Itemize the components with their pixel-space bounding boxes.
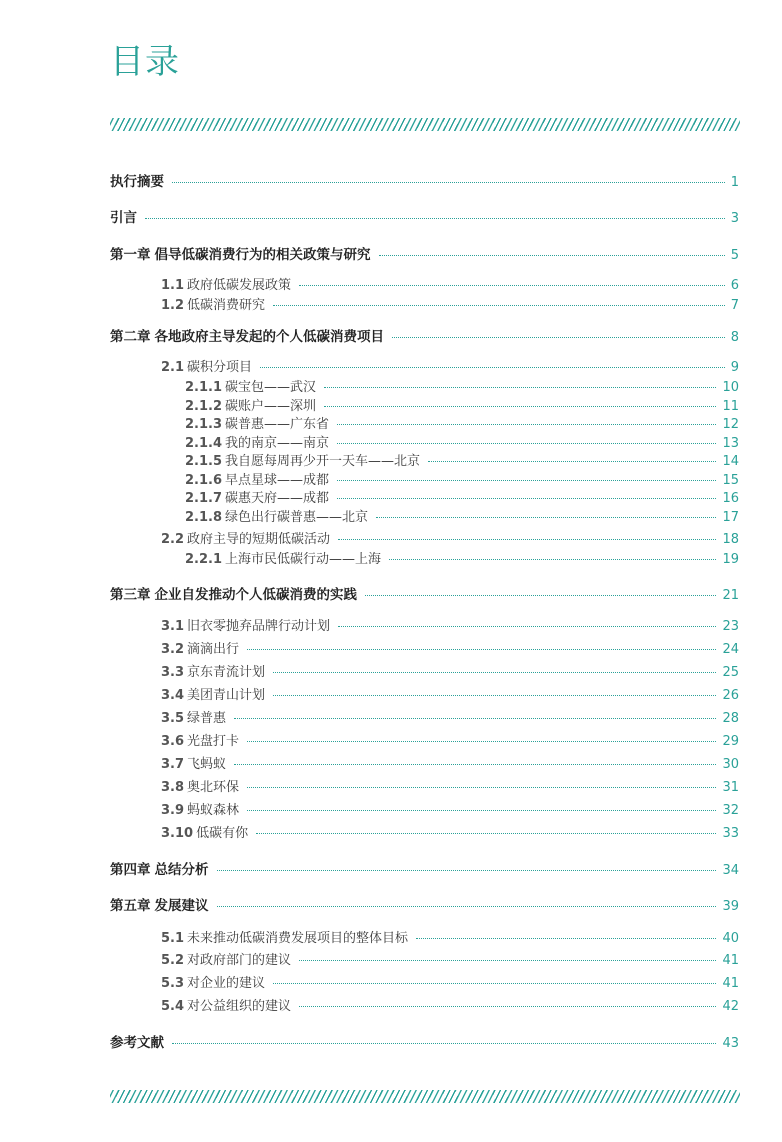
toc-entry-title: 执行摘要 bbox=[110, 174, 164, 190]
toc-entry-number: 3.7 bbox=[161, 757, 185, 772]
toc-entry[interactable] bbox=[161, 641, 739, 659]
toc-entry-title: 早点星球——成都 bbox=[225, 473, 330, 488]
dot-leader bbox=[392, 337, 725, 338]
decorative-hatch-bottom bbox=[110, 1090, 740, 1103]
toc-entry-number: 2.1 bbox=[161, 360, 185, 375]
toc-entry-title: 蚂蚁森林 bbox=[187, 803, 240, 818]
toc-entry-title: 碳普惠——广东省 bbox=[225, 417, 330, 432]
toc-entry[interactable] bbox=[161, 359, 739, 377]
toc-entry-label bbox=[161, 998, 291, 1016]
toc-entry-number: 3.6 bbox=[161, 734, 185, 749]
toc-entry-label bbox=[161, 531, 330, 549]
toc-page-number: 34 bbox=[722, 863, 739, 878]
dot-leader bbox=[172, 182, 725, 183]
toc-entry-title: 碳惠天府——成都 bbox=[225, 491, 330, 506]
toc-entry-title: 我自愿每周再少开一天车——北京 bbox=[225, 454, 421, 469]
toc-entry-number: 3.9 bbox=[161, 803, 185, 818]
toc-entry-number: 3.10 bbox=[161, 826, 194, 841]
toc-entry-number: 3.4 bbox=[161, 688, 185, 703]
toc-page-number: 43 bbox=[722, 1036, 739, 1051]
dot-leader bbox=[247, 649, 716, 650]
toc-entry[interactable] bbox=[161, 297, 739, 315]
toc-entry-label bbox=[185, 416, 329, 434]
toc-entry[interactable] bbox=[110, 328, 739, 347]
toc-entry[interactable] bbox=[161, 756, 739, 774]
toc-entry[interactable] bbox=[161, 733, 739, 751]
toc-entry-number: 5.1 bbox=[161, 931, 185, 946]
toc-page-number: 12 bbox=[722, 417, 739, 432]
toc-entry-label bbox=[185, 435, 329, 453]
dot-leader bbox=[247, 787, 716, 788]
toc-entry-label bbox=[185, 453, 420, 471]
toc-entry[interactable] bbox=[185, 379, 739, 397]
toc-entry[interactable] bbox=[161, 687, 739, 705]
toc-entry-label bbox=[110, 173, 164, 191]
toc-entry-number: 第二章 bbox=[110, 329, 151, 345]
toc-entry[interactable] bbox=[185, 551, 739, 569]
toc-entry[interactable] bbox=[185, 435, 739, 453]
toc-entry-number: 3.5 bbox=[161, 711, 185, 726]
toc-entry[interactable] bbox=[110, 209, 739, 228]
toc-entry-title: 发展建议 bbox=[154, 898, 209, 914]
toc-entry[interactable] bbox=[110, 173, 739, 192]
toc-entry-label bbox=[161, 756, 226, 774]
toc-entry[interactable] bbox=[161, 710, 739, 728]
page-title: 目录 bbox=[110, 42, 180, 82]
toc-entry-number: 5.3 bbox=[161, 976, 185, 991]
toc-entry-label bbox=[161, 802, 239, 820]
toc-entry[interactable] bbox=[161, 531, 739, 549]
toc-entry-number: 第三章 bbox=[110, 587, 151, 603]
toc-entry-number: 第一章 bbox=[110, 247, 151, 263]
toc-entry-number: 第五章 bbox=[110, 898, 151, 914]
toc-entry-title: 旧衣零抛弃品牌行动计划 bbox=[187, 619, 331, 634]
toc-entry-number: 2.1.8 bbox=[185, 510, 223, 525]
toc-entry-number: 2.1.7 bbox=[185, 491, 223, 506]
dot-leader bbox=[337, 480, 716, 481]
toc-page-number: 3 bbox=[730, 211, 739, 226]
toc-page-number: 33 bbox=[722, 826, 739, 841]
toc-entry[interactable] bbox=[185, 490, 739, 508]
toc-entry-label bbox=[110, 586, 357, 604]
dot-leader bbox=[324, 387, 716, 388]
toc-entry-title: 参考文献 bbox=[110, 1035, 164, 1051]
toc-entry[interactable] bbox=[185, 398, 739, 416]
toc-entry[interactable] bbox=[110, 246, 739, 265]
dot-leader bbox=[299, 285, 725, 286]
toc-entry-label bbox=[110, 861, 209, 879]
toc-page-number: 17 bbox=[722, 510, 739, 525]
toc-entry-number: 2.1.5 bbox=[185, 454, 223, 469]
toc-page-number: 32 bbox=[722, 803, 739, 818]
dot-leader bbox=[428, 461, 716, 462]
toc-entry-label bbox=[161, 297, 265, 315]
toc-page-number: 29 bbox=[722, 734, 739, 749]
toc-entry-number: 1.2 bbox=[161, 298, 185, 313]
toc-entry-label bbox=[185, 472, 329, 490]
toc-entry-label bbox=[161, 277, 291, 295]
toc-entry[interactable] bbox=[161, 975, 739, 993]
toc-page-number: 40 bbox=[722, 931, 739, 946]
toc-entry-number: 2.1.2 bbox=[185, 399, 223, 414]
toc-entry[interactable] bbox=[110, 586, 739, 605]
toc-page-number: 9 bbox=[730, 360, 739, 375]
toc-entry-title: 对企业的建议 bbox=[187, 976, 266, 991]
toc-page-number: 5 bbox=[730, 248, 739, 263]
toc-page-number: 11 bbox=[722, 399, 739, 414]
toc-page-number: 19 bbox=[722, 552, 739, 567]
toc-entry-label bbox=[161, 359, 252, 377]
toc-entry-number: 3.8 bbox=[161, 780, 185, 795]
toc-entry[interactable] bbox=[161, 779, 739, 797]
decorative-hatch-top bbox=[110, 118, 740, 131]
dot-leader bbox=[337, 498, 716, 499]
toc-entry-label bbox=[185, 398, 316, 416]
toc-page-number: 41 bbox=[722, 953, 739, 968]
toc-entry-label bbox=[161, 779, 239, 797]
toc-entry-title: 引言 bbox=[110, 210, 137, 226]
toc-entry[interactable] bbox=[161, 802, 739, 820]
toc-entry-number: 2.1.4 bbox=[185, 436, 223, 451]
dot-leader bbox=[256, 833, 716, 834]
dot-leader bbox=[379, 255, 725, 256]
dot-leader bbox=[416, 938, 716, 939]
toc-entry-label bbox=[110, 246, 371, 264]
toc-entry-label bbox=[110, 1034, 164, 1052]
toc-entry[interactable] bbox=[185, 509, 739, 527]
toc-entry[interactable] bbox=[161, 952, 739, 970]
toc-entry-number: 2.1.1 bbox=[185, 380, 223, 395]
toc-entry-label bbox=[161, 733, 239, 751]
toc-entry[interactable] bbox=[110, 861, 739, 880]
toc-entry-title: 碳积分项目 bbox=[187, 360, 253, 375]
toc-entry-label bbox=[161, 687, 265, 705]
dot-leader bbox=[217, 870, 717, 871]
toc-entry[interactable] bbox=[110, 897, 739, 916]
dot-leader bbox=[145, 218, 725, 219]
dot-leader bbox=[338, 626, 716, 627]
toc-entry[interactable] bbox=[161, 930, 739, 948]
toc-entry[interactable] bbox=[161, 277, 739, 295]
toc-page-number: 24 bbox=[722, 642, 739, 657]
dot-leader bbox=[324, 406, 716, 407]
toc-entry-label bbox=[161, 641, 239, 659]
toc-page-number: 13 bbox=[722, 436, 739, 451]
toc-entry[interactable] bbox=[110, 1034, 739, 1053]
dot-leader bbox=[234, 718, 716, 719]
dot-leader bbox=[337, 443, 716, 444]
toc-page-number: 10 bbox=[722, 380, 739, 395]
toc-page-number: 25 bbox=[722, 665, 739, 680]
toc-page-number: 39 bbox=[722, 899, 739, 914]
toc-entry-label bbox=[161, 952, 291, 970]
dot-leader bbox=[273, 695, 716, 696]
toc-entry-title: 上海市民低碳行动——上海 bbox=[225, 552, 382, 567]
toc-entry-title: 对公益组织的建议 bbox=[187, 999, 292, 1014]
toc-entry-number: 3.1 bbox=[161, 619, 185, 634]
toc-entry[interactable] bbox=[161, 998, 739, 1016]
dot-leader bbox=[217, 906, 717, 907]
toc-entry-label bbox=[161, 664, 265, 682]
toc-page-number: 16 bbox=[722, 491, 739, 506]
toc-entry-label bbox=[185, 379, 316, 397]
toc-page-number: 21 bbox=[722, 588, 739, 603]
toc-page-number: 15 bbox=[722, 473, 739, 488]
toc-entry-title: 企业自发推动个人低碳消费的实践 bbox=[154, 587, 357, 603]
dot-leader bbox=[273, 672, 716, 673]
toc-entry-title: 对政府部门的建议 bbox=[187, 953, 292, 968]
dot-leader bbox=[338, 539, 716, 540]
toc-entry[interactable] bbox=[161, 618, 739, 636]
dot-leader bbox=[376, 517, 716, 518]
toc-entry-number: 2.2.1 bbox=[185, 552, 223, 567]
toc-page-number: 8 bbox=[730, 330, 739, 345]
toc-page-number: 14 bbox=[722, 454, 739, 469]
toc-entry-number: 5.4 bbox=[161, 999, 185, 1014]
toc-entry-label bbox=[161, 618, 330, 636]
toc-page-number: 7 bbox=[730, 298, 739, 313]
toc-entry-label bbox=[110, 328, 384, 346]
dot-leader bbox=[234, 764, 716, 765]
toc-entry-title: 飞蚂蚁 bbox=[187, 757, 227, 772]
toc-entry-label bbox=[161, 710, 226, 728]
toc-entry[interactable] bbox=[185, 416, 739, 434]
toc-entry-title: 我的南京——南京 bbox=[225, 436, 330, 451]
toc-entry-label bbox=[185, 551, 381, 569]
toc-entry-title: 总结分析 bbox=[154, 862, 209, 878]
toc-entry[interactable] bbox=[161, 664, 739, 682]
toc-entry[interactable] bbox=[161, 825, 739, 843]
toc-entry-number: 2.2 bbox=[161, 532, 185, 547]
dot-leader bbox=[247, 810, 716, 811]
toc-entry[interactable] bbox=[185, 453, 739, 471]
dot-leader bbox=[389, 559, 716, 560]
toc-entry-number: 3.2 bbox=[161, 642, 185, 657]
toc-entry-label bbox=[161, 930, 408, 948]
toc-entry-title: 奥北环保 bbox=[187, 780, 240, 795]
toc-page-number: 26 bbox=[722, 688, 739, 703]
dot-leader bbox=[299, 960, 716, 961]
toc-entry-title: 政府低碳发展政策 bbox=[187, 278, 292, 293]
toc-entry-number: 1.1 bbox=[161, 278, 185, 293]
toc-entry-label bbox=[110, 897, 209, 915]
toc-page-number: 1 bbox=[730, 175, 739, 190]
dot-leader bbox=[172, 1043, 716, 1044]
toc-entry-title: 倡导低碳消费行为的相关政策与研究 bbox=[154, 247, 371, 263]
toc-entry-label bbox=[185, 509, 368, 527]
toc-entry-number: 第四章 bbox=[110, 862, 151, 878]
toc-entry-title: 京东青流计划 bbox=[187, 665, 266, 680]
dot-leader bbox=[337, 424, 716, 425]
toc-entry-title: 低碳有你 bbox=[196, 826, 249, 841]
toc-page-number: 41 bbox=[722, 976, 739, 991]
toc-entry-title: 美团青山计划 bbox=[187, 688, 266, 703]
toc-entry-title: 低碳消费研究 bbox=[187, 298, 266, 313]
toc-entry-title: 碳宝包——武汉 bbox=[225, 380, 317, 395]
toc-page-number: 31 bbox=[722, 780, 739, 795]
toc-entry-title: 光盘打卡 bbox=[187, 734, 240, 749]
toc-page-number: 23 bbox=[722, 619, 739, 634]
toc-entry-title: 政府主导的短期低碳活动 bbox=[187, 532, 331, 547]
toc-entry-number: 2.1.6 bbox=[185, 473, 223, 488]
toc-entry-title: 未来推动低碳消费发展项目的整体目标 bbox=[187, 931, 409, 946]
dot-leader bbox=[273, 305, 725, 306]
dot-leader bbox=[299, 1006, 716, 1007]
toc-entry-number: 2.1.3 bbox=[185, 417, 223, 432]
dot-leader bbox=[273, 983, 716, 984]
toc-entry-title: 碳账户——深圳 bbox=[225, 399, 317, 414]
toc-entry-label bbox=[185, 490, 329, 508]
toc-page-number: 28 bbox=[722, 711, 739, 726]
toc-entry-title: 绿普惠 bbox=[187, 711, 227, 726]
toc-entry[interactable] bbox=[185, 472, 739, 490]
toc-page-number: 6 bbox=[730, 278, 739, 293]
toc-entry-title: 各地政府主导发起的个人低碳消费项目 bbox=[154, 329, 384, 345]
toc-entry-title: 滴滴出行 bbox=[187, 642, 240, 657]
toc-page-number: 30 bbox=[722, 757, 739, 772]
toc-entry-number: 3.3 bbox=[161, 665, 185, 680]
toc-entry-number: 5.2 bbox=[161, 953, 185, 968]
dot-leader bbox=[365, 595, 716, 596]
dot-leader bbox=[260, 367, 725, 368]
toc-entry-label bbox=[161, 975, 265, 993]
toc-entry-label bbox=[161, 825, 248, 843]
toc-page-number: 42 bbox=[722, 999, 739, 1014]
toc-entry-label bbox=[110, 209, 137, 227]
toc-page-number: 18 bbox=[722, 532, 739, 547]
dot-leader bbox=[247, 741, 716, 742]
toc-entry-title: 绿色出行碳普惠——北京 bbox=[225, 510, 369, 525]
